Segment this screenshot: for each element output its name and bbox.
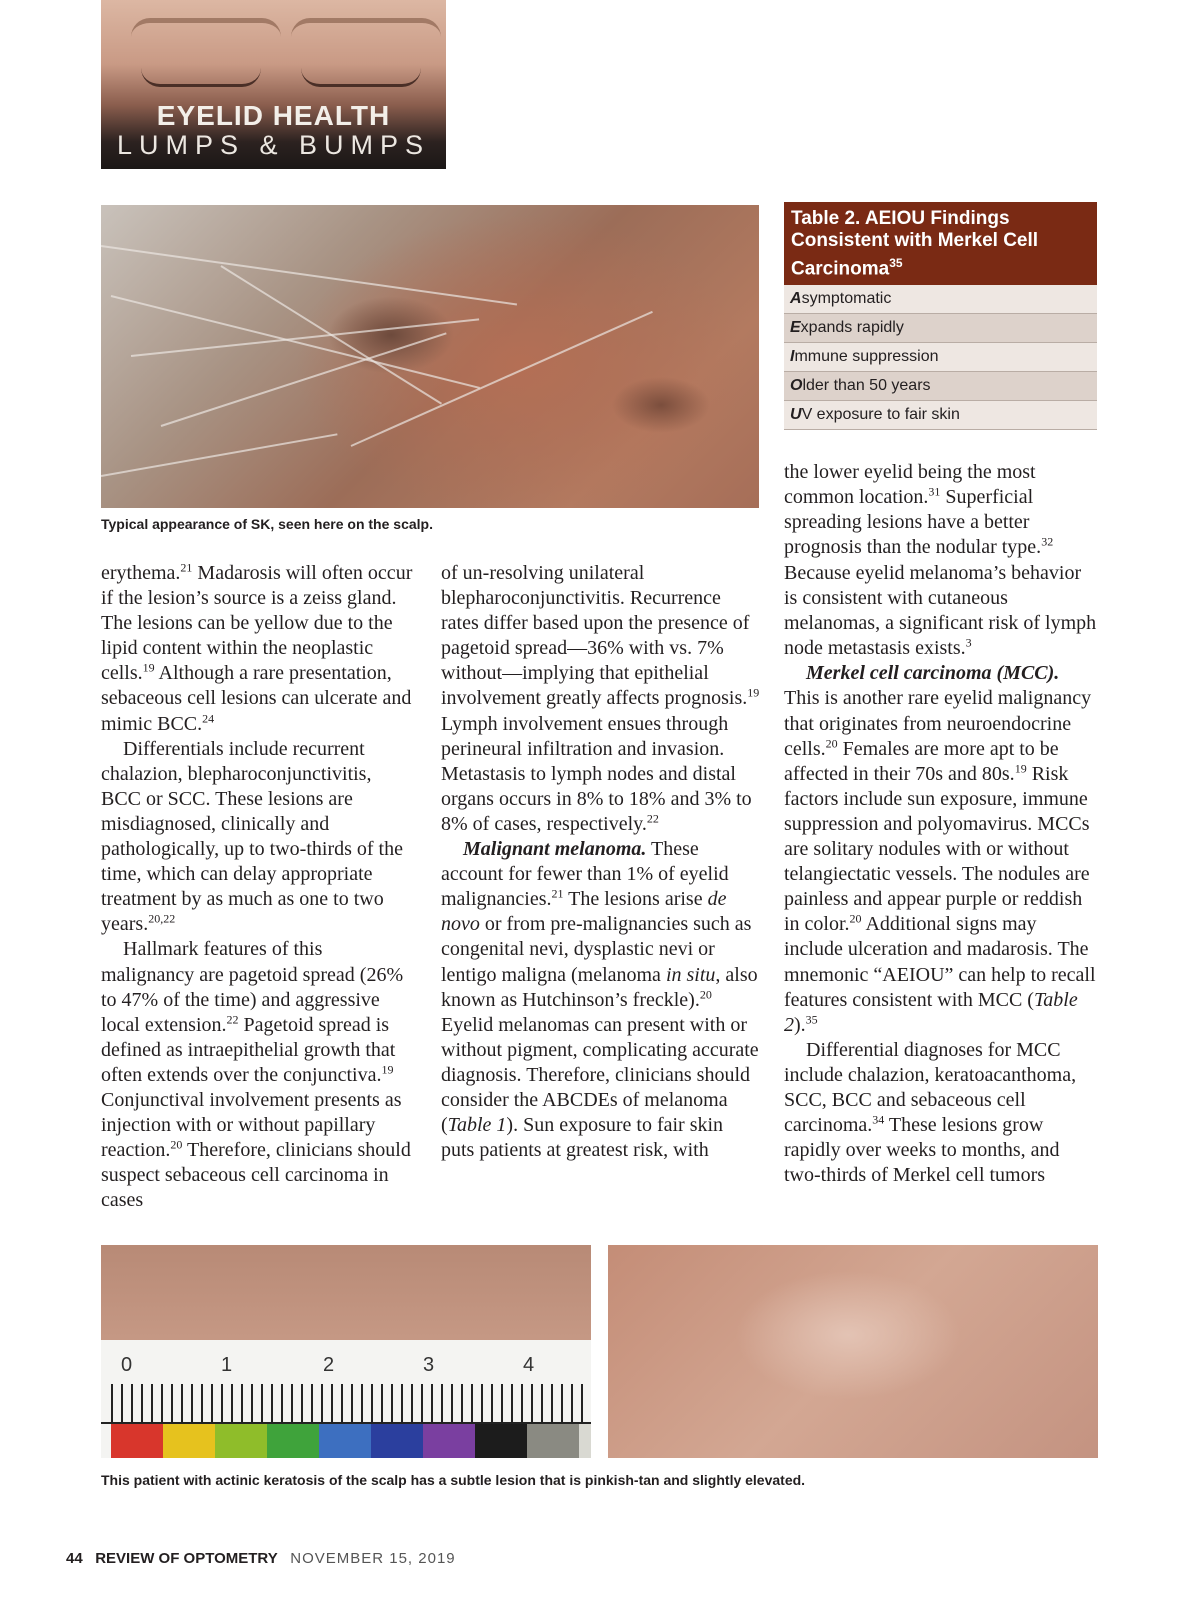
table-row: Asymptomatic	[784, 285, 1097, 314]
closed-eye-graphic	[141, 68, 261, 87]
body-column-3-top	[784, 460, 1099, 560]
table-row: Expands rapidly	[784, 314, 1097, 343]
color-swatch	[111, 1424, 163, 1458]
body-column-3	[784, 561, 1099, 1188]
section-header-badge	[101, 0, 446, 169]
paragraph: Hallmark features of this malignancy are pagetoid spread (26% to 47% of the time) and aggressive local extension.$^{22}$ Pagetoid spread is defined as intraepithelial growth that often extends over the conjunctiva.$^{19}$ Conjunctival involvement presents as injection with or without papillary reaction.$^{20}$ Therefore, clinicians should suspect sebaceous cell carcinoma in cases	[101, 938, 411, 1212]
ruler-number: 3	[423, 1354, 435, 1376]
color-swatch	[475, 1424, 527, 1458]
body-column-2	[441, 561, 761, 1163]
subheading-merkel-cell-carcinoma: Merkel cell carcinoma (MCC).	[806, 662, 1060, 685]
sk-scalp-photo	[101, 205, 759, 508]
paragraph: the lower eyelid being the most common location.$^{31}$ Superficial spreading lesions have a better prognosis than the nodular type.$^{32}$	[784, 461, 1054, 559]
sk-photo-caption: Typical appearance of SK, seen here on the scalp.	[101, 516, 433, 532]
ak-scalp-photo-with-ruler	[101, 1245, 591, 1458]
table-reference: 35	[889, 256, 903, 270]
ruler-ticks	[111, 1384, 591, 1424]
table-title: Table 2. AEIOU Findings Consistent with Merkel Cell Carcinoma$^{35}$	[784, 202, 1097, 285]
color-swatch	[319, 1424, 371, 1458]
ruler-number: 0	[121, 1354, 133, 1376]
section-title: EYELID HEALTH	[156, 100, 391, 131]
ruler-number: 4	[523, 1354, 535, 1376]
ruler-number: 1	[221, 1354, 233, 1376]
color-swatch	[215, 1424, 267, 1458]
table-body	[784, 285, 1097, 430]
table-row: UV exposure to fair skin	[784, 401, 1097, 430]
closed-eye-graphic	[301, 68, 421, 87]
color-swatch	[579, 1424, 591, 1458]
subheading-malignant-melanoma: Malignant melanoma.	[463, 838, 647, 861]
issue-date: NOVEMBER 15, 2019	[290, 1550, 456, 1567]
color-swatch	[423, 1424, 475, 1458]
measurement-ruler	[101, 1340, 591, 1458]
color-swatch	[267, 1424, 319, 1458]
paragraph: of un-resolving unilateral blepharoconjunctivitis. Recurrence rates differ based upon the presence of pagetoid spread—36% with vs. 7% without—implying that epithelial involvement greatly affects prognosis.$^{19}$ Lymph involvement ensues through perineural infiltration and invasion. Metastasis to lymph nodes and distal organs occurs in 8% to 18% and 3% to 8% of cases, respectively.$^{22}$	[441, 562, 760, 835]
page-footer	[66, 1550, 456, 1567]
color-swatch	[527, 1424, 579, 1458]
eyebrow-graphic	[291, 18, 441, 37]
eyebrow-graphic	[131, 18, 281, 37]
ak-scalp-closeup-photo	[608, 1245, 1098, 1458]
paragraph: Merkel cell carcinoma (MCC). This is another rare eyelid malignancy that originates from neuroendocrine cells.$^{20}$ Females are more apt to be affected in their 70s and 80s.$^{19}$ Risk factors include sun exposure, immune suppression and polyomavirus. MCCs are solitary nodules with or without telangiectatic vessels. The nodules are painless and appear purple or reddish in color.$^{20}$ Additional signs may include ulceration and madarosis. The mnemonic “AEIOU” can help to recall features consistent with MCC (Table 2).$^{35}$	[784, 662, 1096, 1036]
section-subtitle: LUMPS & BUMPS	[116, 130, 431, 160]
paragraph: Because eyelid melanoma’s behavior is consistent with cutaneous melanomas, a significant risk of lymph node metastasis exists.$^3$	[784, 562, 1097, 660]
page-number: 44	[66, 1550, 83, 1567]
ak-photo-caption: This patient with actinic keratosis of the scalp has a subtle lesion that is pinkish-tan and slightly elevated.	[101, 1472, 806, 1488]
table-row: Immune suppression	[784, 343, 1097, 372]
table-aeiou-findings	[784, 202, 1097, 430]
paragraph: Differentials include recurrent chalazion, blepharoconjunctivitis, BCC or SCC. These lesions are misdiagnosed, clinically and pathologically, up to two-thirds of the time, which can delay appropriate treatment by as much as one to two years.$^{20,22}$	[101, 737, 403, 936]
color-swatch	[371, 1424, 423, 1458]
body-column-1	[101, 561, 416, 1213]
paragraph: Malignant melanoma. These account for fewer than 1% of eyelid malignancies.$^{21}$ The lesions arise de novo or from pre-malignancies such as congenital nevi, dysplastic nevi or lentigo maligna (melanoma in situ, also known as Hutchinson’s freckle).$^{20}$ Eyelid melanomas can present with or without pigment, complicating accurate diagnosis. Therefore, clinicians should consider the ABCDEs of melanoma (Table 1). Sun exposure to fair skin puts patients at greatest risk, with	[441, 838, 759, 1162]
paragraph: erythema.$^{21}$ Madarosis will often occur if the lesion’s source is a zeiss gland. The lesions can be yellow due to the lipid content within the neoplastic cells.$^{19}$ Although a rare presentation, sebaceous cell lesions can ulcerate and mimic BCC.$^{24}$	[101, 560, 413, 735]
ruler-number: 2	[323, 1354, 335, 1376]
color-swatch	[163, 1424, 215, 1458]
paragraph: Differential diagnoses for MCC include chalazion, keratoacanthoma, SCC, BCC and sebaceous cell carcinoma.$^{34}$ These lesions grow rapidly over weeks to months, and two-thirds of Merkel cell tumors	[784, 1038, 1077, 1187]
table-row: Older than 50 years	[784, 372, 1097, 401]
magazine-name: REVIEW OF OPTOMETRY	[95, 1550, 278, 1567]
